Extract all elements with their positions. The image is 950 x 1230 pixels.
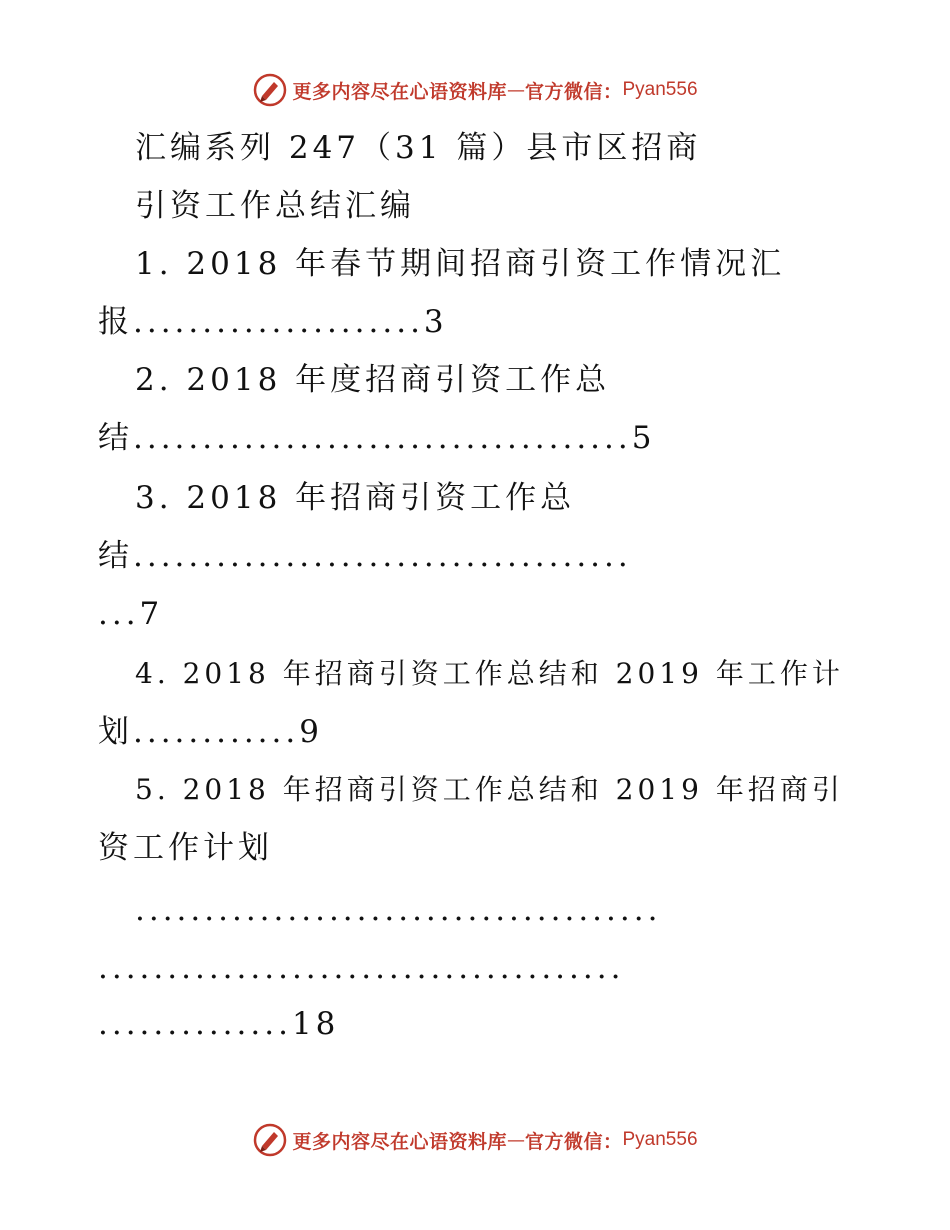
toc-title-line-1: 汇编系列 247（31 篇）县市区招商: [135, 130, 702, 166]
banner-separator: —: [506, 79, 525, 101]
toc-entry-1: 1. 2018 年春节期间招商引资工作情况汇: [135, 246, 786, 282]
toc-title-line-2: 引资工作总结汇编: [135, 188, 415, 224]
banner-separator: —: [506, 1129, 525, 1151]
pen-logo-icon: [252, 72, 288, 108]
toc-entry-5-cont: 资工作计划: [98, 830, 273, 866]
banner-text: 更多内容尽在心语资料库: [292, 80, 507, 103]
banner-text: 更多内容尽在心语资料库: [292, 1130, 507, 1153]
header-watermark-banner: [0, 70, 950, 110]
banner-wechat-id: Pyan556: [622, 79, 698, 100]
footer-watermark-banner: [0, 1120, 950, 1160]
banner-suffix: 官方微信：: [524, 80, 623, 103]
toc-entry-3-page: ...7: [98, 596, 164, 632]
banner-suffix: 官方微信：: [524, 1130, 623, 1153]
toc-entry-3: 3. 2018 年招商引资工作总: [135, 480, 576, 516]
toc-entry-4: 4. 2018 年招商引资工作总结和 2019 年工作计: [135, 657, 844, 690]
toc-entry-4-cont: 划............9: [98, 714, 323, 750]
toc-entry-5-page: ..............18: [98, 1006, 340, 1042]
banner-wechat-id: Pyan556: [622, 1129, 698, 1150]
toc-entry-3-cont: 结....................................: [98, 538, 632, 574]
toc-entry-2: 2. 2018 年度招商引资工作总: [135, 362, 611, 398]
toc-entry-5-leader-1: ......................................: [135, 892, 662, 928]
toc-entry-5-leader-2: ......................................: [98, 950, 625, 986]
toc-entry-2-cont: 结....................................5: [98, 420, 656, 456]
pen-logo-icon: [252, 1122, 288, 1158]
toc-entry-5: 5. 2018 年招商引资工作总结和 2019 年招商引: [135, 773, 844, 806]
toc-entry-1-cont: 报.....................3: [98, 304, 448, 340]
